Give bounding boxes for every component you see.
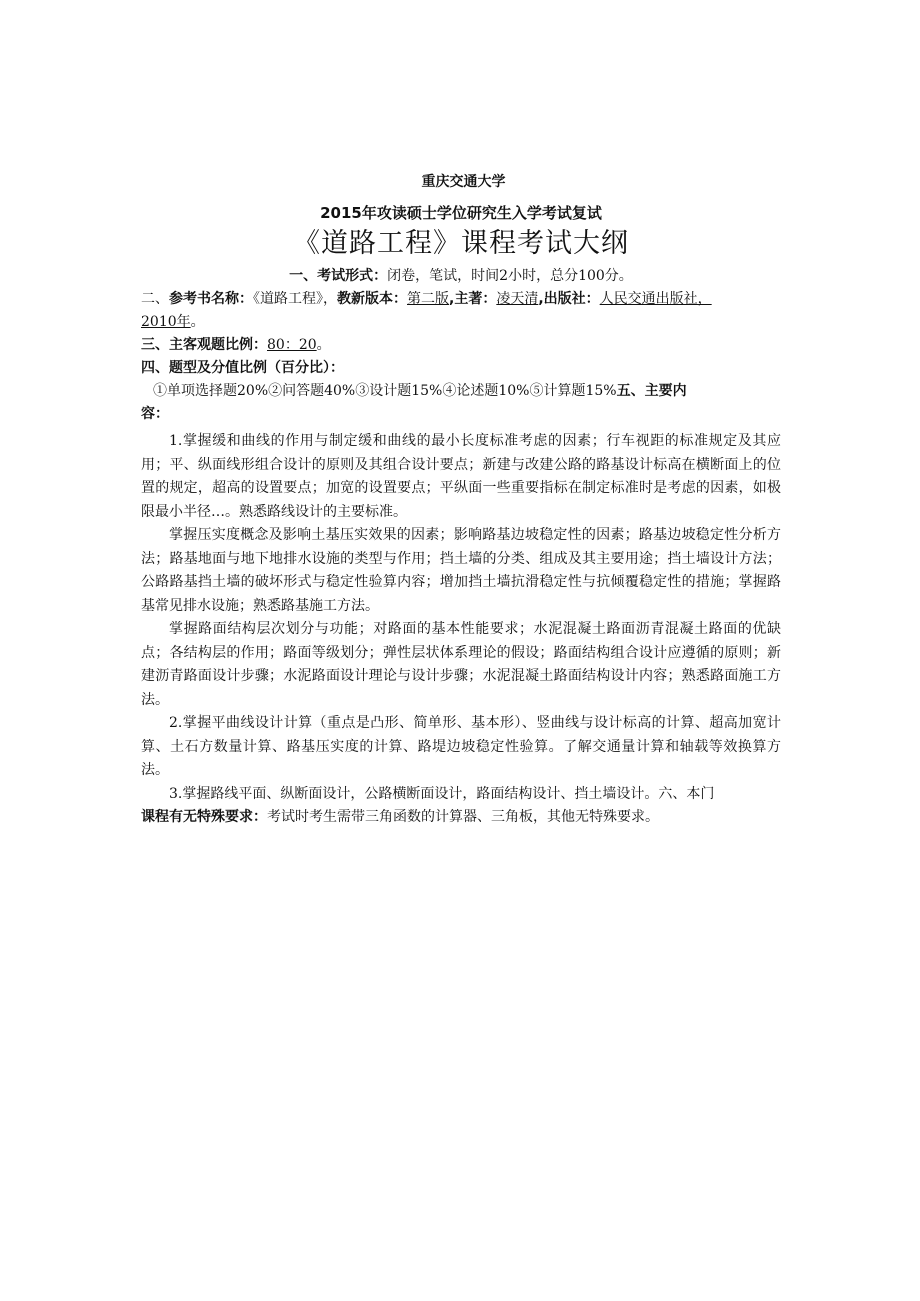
exam-subtitle: 2015年攻读硕士学位研究生入学考试复试 bbox=[320, 204, 602, 222]
question-types-line bbox=[141, 380, 781, 403]
question-types: ①单项选择题20%②问答题40%③设计题15%④论述题10%⑤计算题15% bbox=[153, 383, 617, 399]
section-ratio bbox=[141, 334, 781, 357]
section3-end: 。 bbox=[316, 337, 331, 353]
edition-label: 教新版本： bbox=[337, 291, 407, 307]
sep1: , bbox=[449, 291, 455, 307]
section-reference-book bbox=[141, 288, 781, 311]
sep2: , bbox=[538, 291, 544, 307]
publisher-label: 出版社： bbox=[543, 291, 600, 307]
section3-label: 三、主客观题比例： bbox=[141, 337, 267, 353]
content-paragraph-4: 2.掌握平曲线设计计算（重点是凸形、简单形、基本形）、竖曲线与设计标高的计算、超高加宽计算、土石方数量计算、路基压实度的计算、路堤边坡稳定性验算。了解交通量计算和轴载等效换算方法。 bbox=[141, 715, 781, 778]
section-reference-year bbox=[141, 311, 781, 334]
author-value: 凌天清 bbox=[496, 291, 539, 307]
content-paragraph-2: 掌握压实度概念及影响土基压实效果的因素；影响路基边坡稳定性的因素；路基边坡稳定性分析方法；路基地面与地下地排水设施的类型与作用；挡土墙的分类、组成及其主要用途；挡土墙设计方法；公路路基挡土墙的破坏形式与稳定性验算内容；增加挡土墙抗滑稳定性与抗倾覆稳定性的措施；掌握路基常见排水设施；熟悉路基施工方法。 bbox=[141, 527, 781, 614]
publisher-value: 人民交通出版社， bbox=[599, 291, 712, 307]
section2-prefix: 二、 bbox=[141, 291, 169, 307]
section-special-requirements bbox=[141, 806, 781, 830]
content-paragraph-1: 1.掌握缓和曲线的作用与制定缓和曲线的最小长度标准考虑的因素；行车视距的标准规定及其应用；平、纵面线形组合设计的原则及其组合设计要点；新建与改建公路的路基设计标高在横断面上的位置的规定，超高的设置要点；加宽的设置要点；平纵面一些重要指标在制定标准时是考虑的因素，如极限最小半径…。熟悉路线设计的主要标准。 bbox=[141, 433, 781, 520]
book-label: 参考书名称： bbox=[169, 291, 253, 307]
section1-label: 一、考试形式： bbox=[289, 268, 388, 284]
section1-text: 闭卷，笔试，时间2小时，总分100分。 bbox=[387, 268, 633, 284]
university-name: 重庆交通大学 bbox=[421, 174, 506, 190]
document-page bbox=[141, 172, 781, 830]
content-paragraph-5: 3.掌握路线平面、纵断面设计，公路横断面设计，路面结构设计、挡土墙设计。六、本门 bbox=[169, 785, 715, 802]
book-name: 《道路工程》， bbox=[253, 291, 337, 307]
section5-label-a: 五、主要内 bbox=[616, 383, 687, 399]
ratio-value: 80：20 bbox=[267, 337, 317, 353]
section2-end: 。 bbox=[190, 314, 205, 330]
year-value: 2010年 bbox=[141, 314, 191, 330]
section5-label-b: 容： bbox=[141, 406, 169, 422]
section-exam-format bbox=[141, 265, 781, 288]
section-question-types: 四、题型及分值比例（百分比）： bbox=[141, 360, 344, 376]
page-title: 《道路工程》课程考试大纲 bbox=[293, 228, 629, 259]
edition-value: 第二版 bbox=[407, 291, 449, 307]
section6-label: 课程有无特殊要求： bbox=[141, 809, 267, 825]
author-label: 主著： bbox=[454, 291, 497, 307]
section6-text: 考试时考生需带三角函数的计算器、三角板，其他无特殊要求。 bbox=[267, 809, 659, 825]
content-paragraph-3: 掌握路面结构层次划分与功能；对路面的基本性能要求；水泥混凝土路面沥青混凝土路面的优缺点；各结构层的作用；路面等级划分；弹性层状体系理论的假设；路面结构组合设计应遵循的原则；新建沥青路面设计步骤；水泥路面设计理论与设计步骤；水泥混凝土路面结构设计内容；熟悉路面施工方法。 bbox=[141, 621, 781, 708]
